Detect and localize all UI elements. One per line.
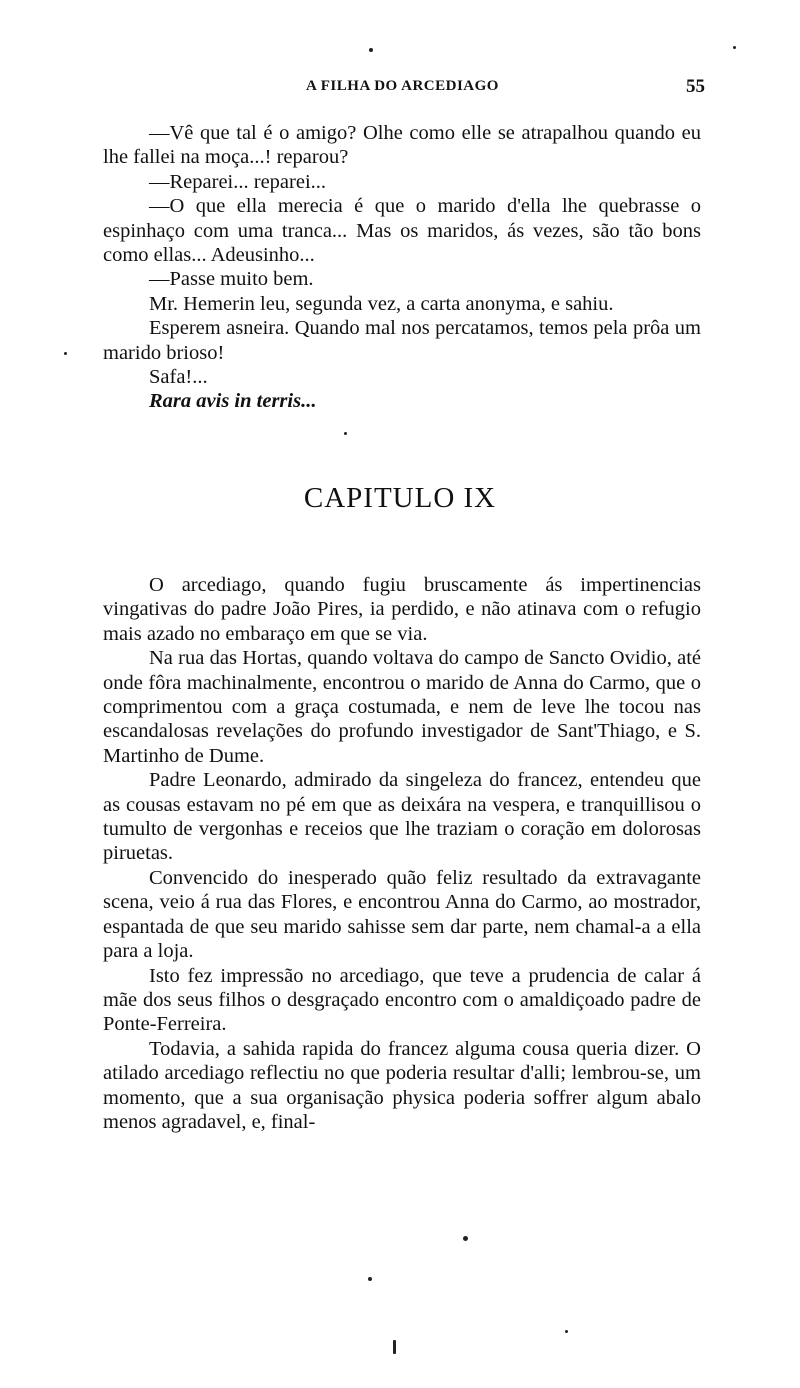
paragraph: Padre Leonardo, admirado da singeleza do francez, entendeu que as cousas estavam no pé em que as deixára na vespera, e tranquillisou o tumulto de vergonhas e receios que lhe traziam o coração em dolorosas piruetas. [103, 769, 701, 865]
paragraph: Todavia, a sahida rapida do francez alguma cousa queria dizer. O atilado arcediago reflectiu no que poderia resultar d'alli; lembrou-se, um momento, que a sua organisação physica poderia soffrer algum abalo menos agradavel, e, final- [103, 1037, 701, 1133]
paragraph: Safa!... [149, 366, 208, 389]
scan-speck [733, 46, 736, 49]
scan-speck [64, 352, 67, 355]
latin-phrase: Rara avis in terris... [149, 390, 317, 413]
scan-speck [344, 432, 347, 435]
paragraph: —O que ella merecia é que o marido d'ella lhe quebrasse o espinhaço com uma tranca... Mas os maridos, ás vezes, são tão bons como ellas... Adeusinho... [103, 195, 701, 267]
paragraph: Na rua das Hortas, quando voltava do campo de Sancto Ovidio, até onde fôra machinalmente, encontrou o marido de Anna do Carmo, que o comprimentou com a graça costumada, e nem de leve lhe tocou nas escandalosas revelações do profundo investigador de Sant'Thiago, e S. Martinho de Dume. [103, 647, 701, 767]
paragraph: —Vê que tal é o amigo? Olhe como elle se atrapalhou quando eu lhe fallei na moça...! reparou? [103, 122, 701, 169]
paragraph: O arcediago, quando fugiu bruscamente ás impertinencias vingativas do padre João Pires, ia perdido, e não atinava com o refugio mais azado no embaraço em que se via. [103, 574, 701, 645]
scan-speck [463, 1236, 468, 1241]
paragraph: Convencido do inesperado quão feliz resultado da extravagante scena, veio á rua das Flores, e encontrou Anna do Carmo, ao mostrador, espantada de que seu marido sahisse sem dar parte, nem chamal-a a ella para a loja. [103, 866, 701, 963]
chapter-body [103, 573, 701, 1134]
paragraph: Mr. Hemerin leu, segunda vez, a carta anonyma, e sahiu. [149, 292, 614, 315]
scan-speck [393, 1340, 396, 1354]
paragraph: —Reparei... reparei... [149, 170, 327, 193]
paragraph: Isto fez impressão no arcediago, que teve a prudencia de calar á mãe dos seus filhos o desgraçado encontro com o amaldiçoado padre de Ponte-Ferreira. [103, 964, 701, 1036]
running-title: A FILHA DO ARCEDIAGO [306, 78, 499, 94]
chapter-title: CAPITULO IX [303, 482, 497, 514]
paragraph: Esperem asneira. Quando mal nos percatamos, temos pela prôa um marido brioso! [103, 317, 701, 364]
paragraph: —Passe muito bem. [149, 268, 314, 291]
page-number: 55 [686, 76, 705, 97]
page-header [100, 76, 705, 100]
scan-speck [369, 48, 373, 52]
dialogue-section [103, 121, 701, 414]
scan-speck [565, 1330, 568, 1333]
scan-speck [368, 1277, 372, 1281]
